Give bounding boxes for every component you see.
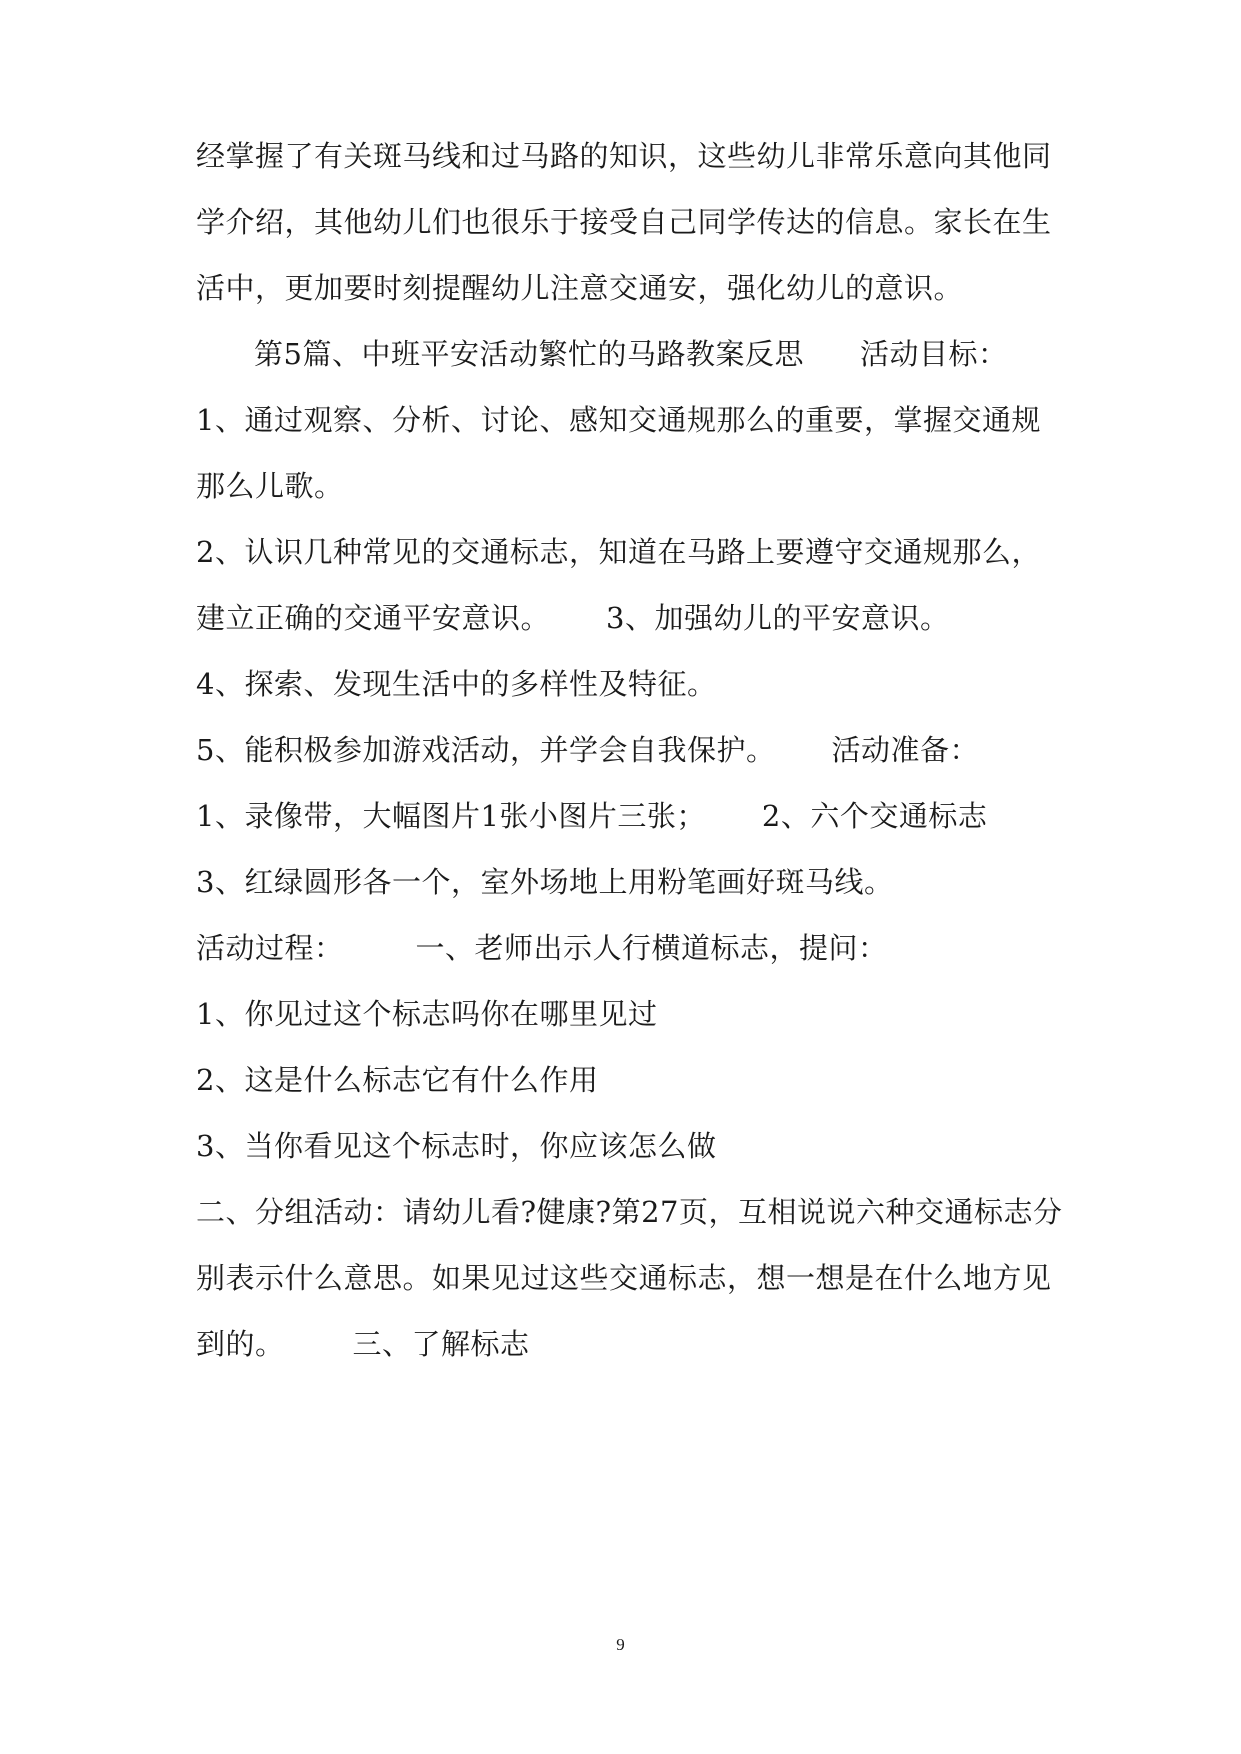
text-line-7 bbox=[196, 532, 1076, 572]
text-line-2 bbox=[196, 202, 1076, 242]
text-line-15 bbox=[196, 1060, 1076, 1100]
text-line-1 bbox=[196, 136, 1076, 176]
text-segment: 1、通过观察、分析、讨论、感知交通规那么的重要，掌握交通规 bbox=[196, 403, 1041, 437]
page-number: 9 bbox=[616, 1635, 625, 1654]
text-segment: 2、六个交通标志 bbox=[761, 799, 988, 833]
text-segment: 2、这是什么标志它有什么作用 bbox=[196, 1063, 599, 1097]
text-segment: 4、探索、发现生活中的多样性及特征。 bbox=[196, 667, 717, 701]
text-segment: 活中，更加要时刻提醒幼儿注意交通安，强化幼儿的意识。 bbox=[196, 271, 964, 305]
text-segment: 那么儿歌。 bbox=[196, 469, 344, 503]
text-segment: 3、当你看见这个标志时，你应该怎么做 bbox=[196, 1129, 717, 1163]
text-segment: 二、分组活动：请幼儿看?健康?第27页，互相说说六种交通标志分 bbox=[196, 1195, 1063, 1229]
text-line-9 bbox=[196, 664, 1076, 704]
text-line-11 bbox=[196, 796, 1076, 836]
text-segment: 经掌握了有关斑马线和过马路的知识，这些幼儿非常乐意向其他同 bbox=[196, 139, 1052, 173]
text-line-3 bbox=[196, 268, 1076, 308]
text-segment: 到的。 bbox=[196, 1327, 285, 1361]
section-heading bbox=[254, 334, 1134, 374]
text-line-14 bbox=[196, 994, 1076, 1034]
text-line-6 bbox=[196, 466, 1076, 506]
text-segment: 别表示什么意思。如果见过这些交通标志，想一想是在什么地方见 bbox=[196, 1261, 1052, 1295]
text-line-8 bbox=[196, 598, 1076, 638]
text-segment: 三、了解标志 bbox=[352, 1327, 530, 1361]
text-segment: 学介绍，其他幼儿们也很乐于接受自己同学传达的信息。家长在生 bbox=[196, 205, 1052, 239]
text-line-5 bbox=[196, 400, 1076, 440]
text-line-17 bbox=[196, 1192, 1076, 1232]
text-line-16 bbox=[196, 1126, 1076, 1166]
text-segment: 3、红绿圆形各一个，室外场地上用粉笔画好斑马线。 bbox=[196, 865, 894, 899]
section-title: 第5篇、中班平安活动繁忙的马路教案反思 bbox=[254, 337, 804, 371]
text-line-18 bbox=[196, 1258, 1076, 1298]
subsection-label: 活动过程： bbox=[196, 931, 344, 965]
text-segment: 1、录像带，大幅图片1张小图片三张； bbox=[196, 799, 706, 833]
text-segment: 建立正确的交通平安意识。 bbox=[196, 601, 551, 635]
subsection-label: 活动准备： bbox=[831, 733, 979, 767]
subsection-label: 活动目标： bbox=[859, 337, 1008, 371]
text-line-13 bbox=[196, 928, 1076, 968]
text-segment: 3、加强幼儿的平安意识。 bbox=[606, 601, 950, 635]
text-line-10 bbox=[196, 730, 1076, 770]
text-segment: 2、认识几种常见的交通标志，知道在马路上要遵守交通规那么， bbox=[196, 535, 1041, 569]
text-segment: 1、你见过这个标志吗你在哪里见过 bbox=[196, 997, 658, 1031]
text-segment: 5、能积极参加游戏活动，并学会自我保护。 bbox=[196, 733, 776, 767]
text-segment: 一、老师出示人行横道标志，提问： bbox=[415, 931, 888, 965]
text-line-19 bbox=[196, 1324, 1076, 1364]
text-line-12 bbox=[196, 862, 1076, 902]
